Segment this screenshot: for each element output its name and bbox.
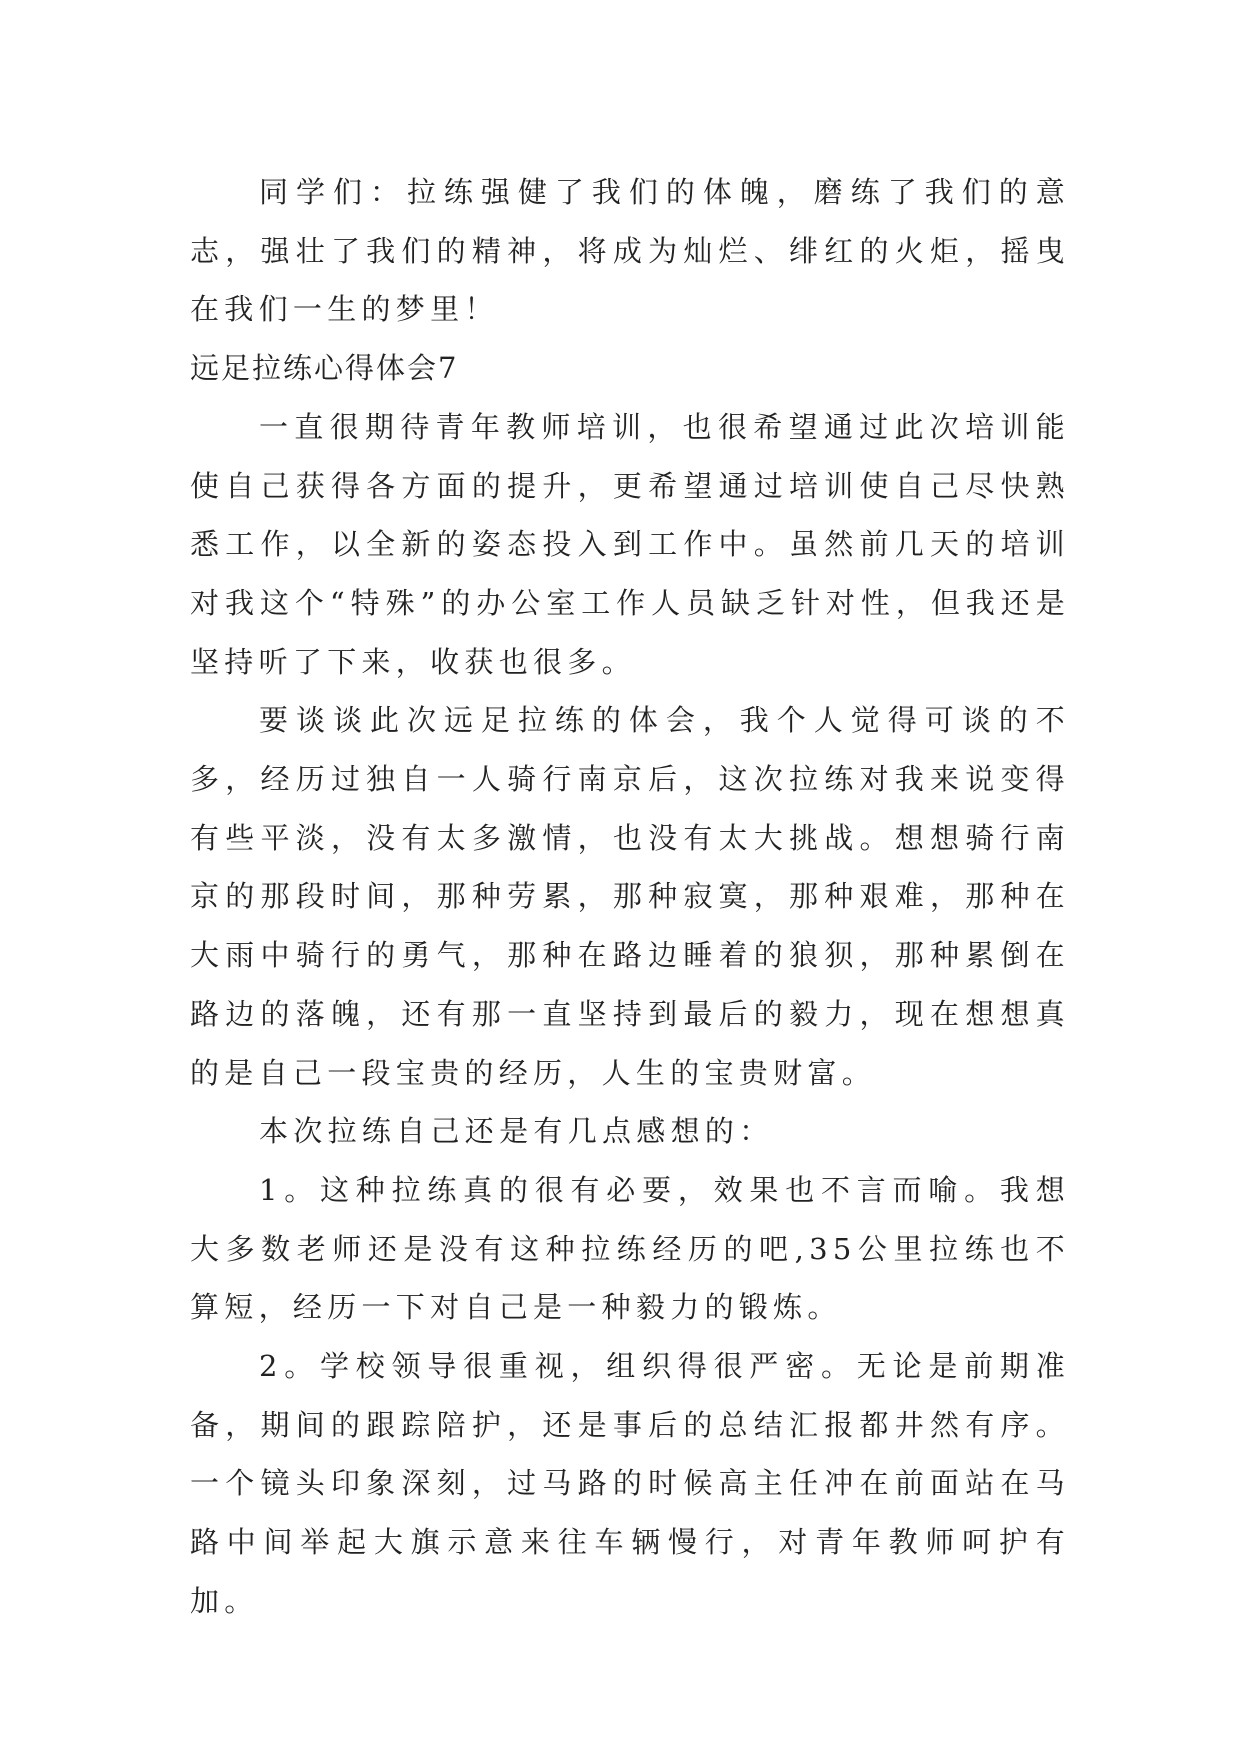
- paragraph-point-2: 2。学校领导很重视，组织得很严密。无论是前期准备，期间的跟踪陪护，还是事后的总结汇报都井然有序。一个镜头印象深刻，过马路的时候高主任冲在前面站在马路中间举起大旗示意来往车辆慢行，对青年教师呵护有加。: [190, 1349, 1070, 1618]
- document-body: [190, 163, 1070, 1631]
- paragraph-point-1: 1。这种拉练真的很有必要，效果也不言而喻。我想大多数老师还是没有这种拉练经历的吧,35公里拉练也不算短，经历一下对自己是一种毅力的锻炼。: [190, 1172, 1070, 1325]
- paragraph-thoughts-intro: 本次拉练自己还是有几点感想的：: [259, 1114, 774, 1149]
- section-heading: 远足拉练心得体会7: [190, 351, 459, 386]
- paragraph-closing-remarks: 同学们：拉练强健了我们的体魄，磨练了我们的意志，强壮了我们的精神，将成为灿烂、绯红的火炬，摇曳在我们一生的梦里！: [190, 175, 1070, 327]
- paragraph-training-expectations: 一直很期待青年教师培训，也很希望通过此次培训能使自己获得各方面的提升，更希望通过培训使自己尽快熟悉工作，以全新的姿态投入到工作中。虽然前几天的培训对我这个“特殊”的办公室工作人员缺乏针对性，但我还是坚持听了下来，收获也很多。: [190, 409, 1070, 679]
- paragraph-hike-reflection: 要谈谈此次远足拉练的体会，我个人觉得可谈的不多，经历过独自一人骑行南京后，这次拉练对我来说变得有些平淡，没有太多激情，也没有太大挑战。想想骑行南京的那段时间，那种劳累，那种寂寞，那种艰难，那种在大雨中骑行的勇气，那种在路边睡着的狼狈，那种累倒在路边的落魄，还有那一直坚持到最后的毅力，现在想想真的是自己一段宝贵的经历，人生的宝贵财富。: [190, 703, 1070, 1090]
